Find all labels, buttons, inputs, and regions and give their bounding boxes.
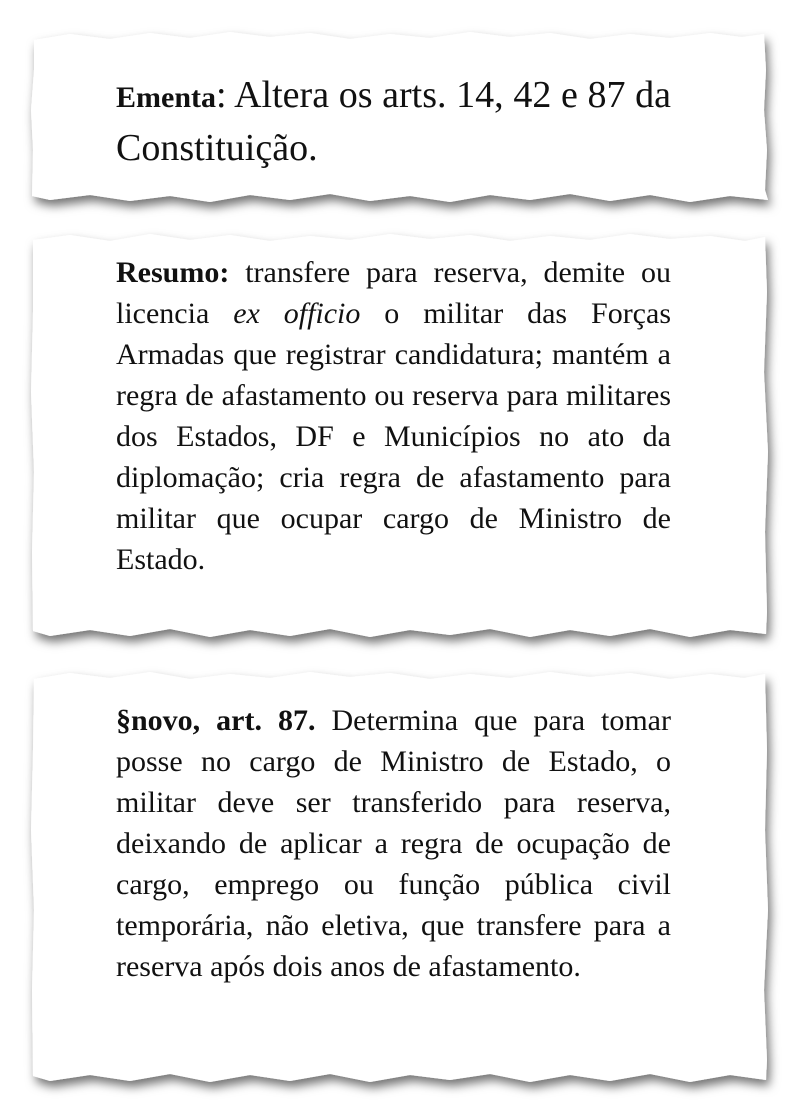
ementa-text	[116, 70, 671, 173]
clipping-novo-art-87	[30, 670, 770, 1090]
resumo-text	[116, 252, 671, 580]
novo-art-87-body: Determina que para tomar posse no cargo de Ministro de Estado, o militar deve ser transferido para reserva, deixando de aplicar a regra de ocupação de cargo, emprego ou função pública civil temporária, não eletiva, que transfere para a reserva após dois anos de afastamento.	[116, 704, 671, 983]
novo-art-87-label: §novo, art. 87.	[116, 704, 316, 737]
resumo-body-start: transfere para reserva, demite ou licencia	[116, 256, 671, 330]
ementa-label-colon: :	[216, 74, 227, 116]
resumo-body-end: o militar das Forças Armadas que registrar candidatura; mantém a regra de afastamento ou reserva para militares dos Estados, DF e Municípios no ato da diplomação; cria regra de afastamento para militar que ocupar cargo de Ministro de Estado.	[116, 297, 671, 576]
resumo-italic-term: ex officio	[233, 297, 361, 330]
novo-art-87-text	[116, 700, 671, 987]
ementa-label: Ementa	[116, 81, 216, 114]
ementa-body: Altera os arts. 14, 42 e 87 da Constituição.	[116, 74, 671, 169]
clipping-ementa	[30, 30, 770, 208]
clipping-resumo	[30, 232, 770, 644]
resumo-label: Resumo:	[116, 256, 230, 289]
